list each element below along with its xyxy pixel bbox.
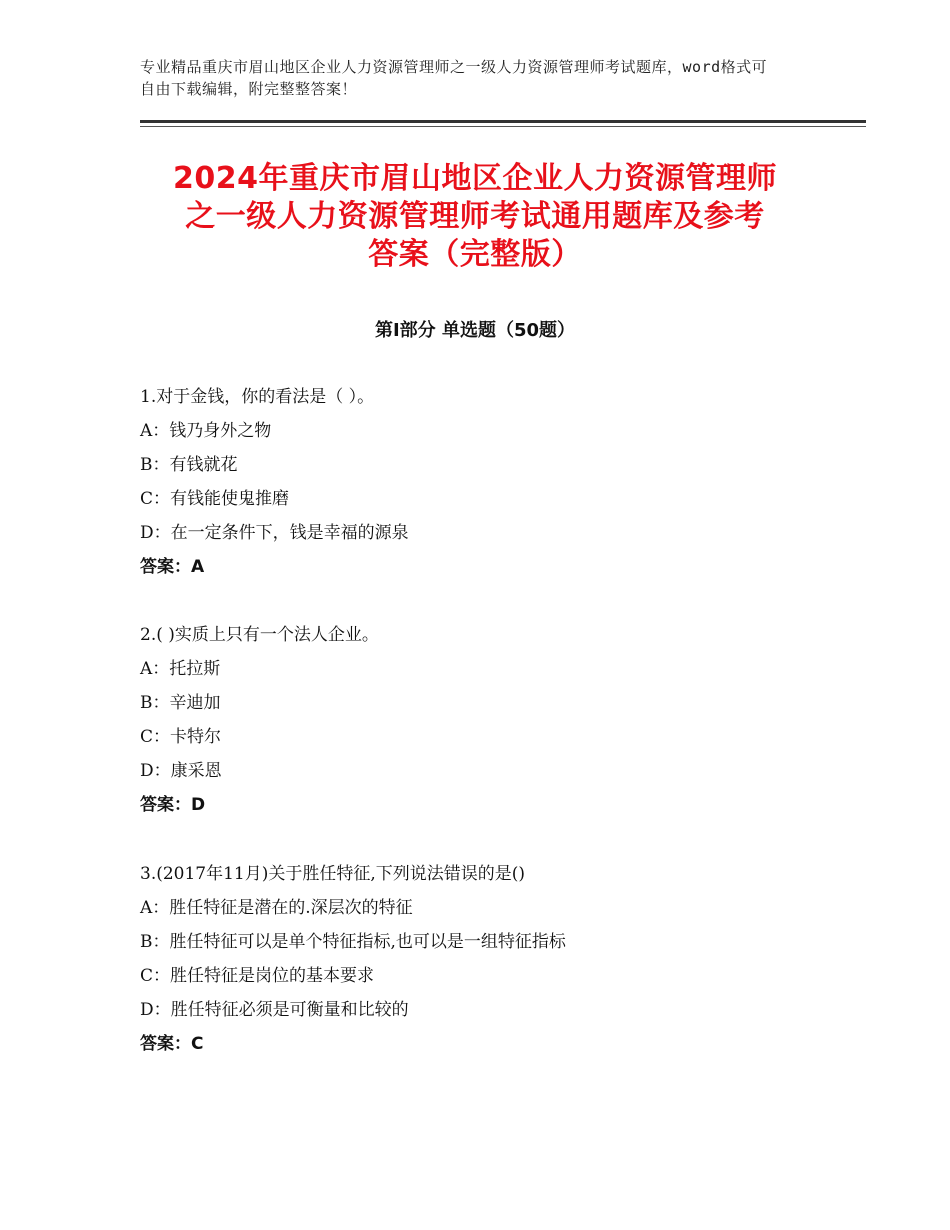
option-d: D：胜任特征必须是可衡量和比较的 (140, 1000, 409, 1020)
question-1 (140, 380, 840, 584)
option-c: C：胜任特征是岗位的基本要求 (140, 966, 375, 986)
document-title (120, 160, 830, 274)
title-line-1: 2024年重庆市眉山地区企业人力资源管理师 (173, 161, 777, 196)
option-b: B：胜任特征可以是单个特征指标,也可以是一组特征指标 (140, 932, 566, 952)
question-stem: 2.( )实质上只有一个法人企业。 (140, 625, 379, 645)
option-a: A：胜任特征是潜在的.深层次的特征 (140, 898, 413, 918)
option-a: A：托拉斯 (140, 659, 221, 679)
option-d: D：康采恩 (140, 761, 222, 781)
header-note: 专业精品重庆市眉山地区企业人力资源管理师之一级人力资源管理师考试题库，word格式可自由下载编辑，附完整整答案！ (140, 58, 768, 98)
question-3 (140, 857, 840, 1061)
option-b: B：辛迪加 (140, 693, 221, 713)
answer: 答案：C (140, 1034, 204, 1054)
answer: 答案：A (140, 557, 205, 577)
option-a: A：钱乃身外之物 (140, 421, 272, 441)
option-b: B：有钱就花 (140, 455, 238, 475)
title-line-2: 之一级人力资源管理师考试通用题库及参考 (185, 199, 765, 234)
question-stem: 1.对于金钱，你的看法是（ ）。 (140, 387, 375, 407)
header-rule-thin (140, 126, 866, 127)
answer: 答案：D (140, 795, 206, 815)
question-stem: 3.(2017年11月)关于胜任特征,下列说法错误的是() (140, 864, 526, 884)
header-rule-thick (140, 120, 866, 123)
section-title: 第Ⅰ部分 单选题（50题） (374, 320, 575, 341)
option-d: D：在一定条件下，钱是幸福的源泉 (140, 523, 409, 543)
title-line-3: 答案（完整版） (368, 237, 582, 272)
option-c: C：有钱能使鬼推磨 (140, 489, 290, 509)
question-2 (140, 618, 840, 822)
option-c: C：卡特尔 (140, 727, 222, 747)
